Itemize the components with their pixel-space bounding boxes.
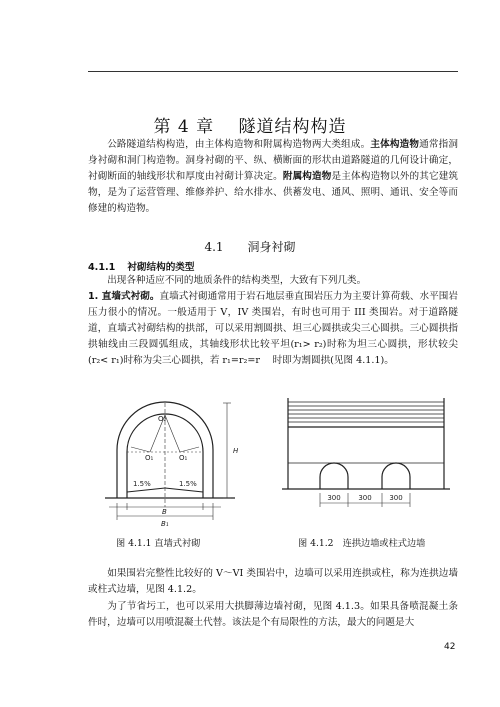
intro-paragraph bbox=[88, 137, 458, 217]
intro-text-2: 通常指洞身衬砌和洞门构造物。洞身衬砌的平、纵、横断面的形状由道路隧道的几何设计确定，衬砌断面的轴线形状和厚度由衬砌计算决定。 bbox=[88, 139, 459, 182]
fig2-dim-3: 300 bbox=[389, 494, 403, 502]
fig1-dim-b: B bbox=[162, 508, 167, 516]
fig1-dim-b1: B₁ bbox=[161, 520, 169, 528]
page-number: 42 bbox=[444, 642, 456, 652]
intro-text-1: 公路隧道结构构造，由主体构造物和附属构造物两大类组成。 bbox=[107, 139, 371, 150]
fig1-slope-right: 1.5% bbox=[179, 480, 197, 488]
subsection-title: 衬砌结构的类型 bbox=[127, 262, 195, 273]
subsection-number: 4.1.1 bbox=[88, 262, 116, 273]
paragraph-4: 为了节省圬工，也可以采用大拱脚薄边墙衬砌，见图 4.1.3。如果具备喷混凝土条件时，边墙可以用喷混凝土代替。该法是个有局限性的方法，最大的问题是大 bbox=[88, 601, 458, 628]
figure-2-caption: 图 4.1.2 连拱边墙或柱式边墙 bbox=[298, 538, 426, 549]
chapter-title: 第 4 章 隧道结构构造 bbox=[153, 117, 347, 137]
fig1-dim-h: H bbox=[233, 447, 239, 455]
fig1-label-o1-right: O₁ bbox=[179, 454, 188, 462]
figure-straight-wall-lining bbox=[95, 395, 245, 530]
paragraph-2 bbox=[88, 289, 458, 369]
figure-arch-wall bbox=[282, 393, 450, 525]
header-rule bbox=[88, 71, 458, 72]
paragraph-3: 如果围岩完整性比较好的 V～VI 类围岩中，边墙可以采用连拱或柱，称为连拱边墙或柱式边墙，见图 4.1.2。 bbox=[88, 568, 458, 595]
paragraph-2-label: 1. 直墙式衬砌。 bbox=[88, 291, 160, 302]
fig2-dim-1: 300 bbox=[327, 494, 341, 502]
fig1-label-o1-left: O₁ bbox=[145, 454, 154, 462]
subsection-heading bbox=[88, 259, 206, 273]
intro-bold-main: 主体构造物 bbox=[370, 139, 420, 150]
section-title: 洞身衬砌 bbox=[247, 240, 296, 254]
figure-1-caption: 图 4.1.1 直墙式衬砌 bbox=[116, 538, 201, 549]
section-heading bbox=[0, 238, 500, 255]
intro-text-3: 是主体构造物以外的其它建筑物，是为了运营管理、维修养护、给水排水、供蓄发电、通风、照明、通讯、安全等而修建的构造物。 bbox=[88, 171, 459, 214]
fig1-slope-left: 1.5% bbox=[133, 480, 151, 488]
fig2-dim-2: 300 bbox=[358, 494, 372, 502]
section-number: 4.1 bbox=[204, 240, 224, 254]
intro-bold-aux: 附属构造物 bbox=[282, 171, 332, 182]
paragraph-2-text: 直墙式衬砌通常用于岩石地层垂直围岩压力为主要计算荷载、水平围岩压力很小的情况。一般适用于 V，IV 类围岩，有时也可用于 III 类围岩。对于道路隧道，直墙式衬砌结构的拱部，可以采用割圆拱、坦三心圆拱或尖三心圆拱。三心圆拱指拱轴线由三段圆弧组成，其轴线形状比较平坦(r₁> r₂)时称为坦三心圆拱，形状较尖(r₂< r₁)时称为尖三心圆拱，若 r₁=r₂=r 时即为割圆拱(见图 4.1.1)。 bbox=[88, 291, 458, 366]
fig1-label-o2: O₂ bbox=[158, 415, 167, 423]
paragraph-1: 出现各种适应不同的地质条件的结构类型，大致有下列几类。 bbox=[107, 275, 367, 286]
